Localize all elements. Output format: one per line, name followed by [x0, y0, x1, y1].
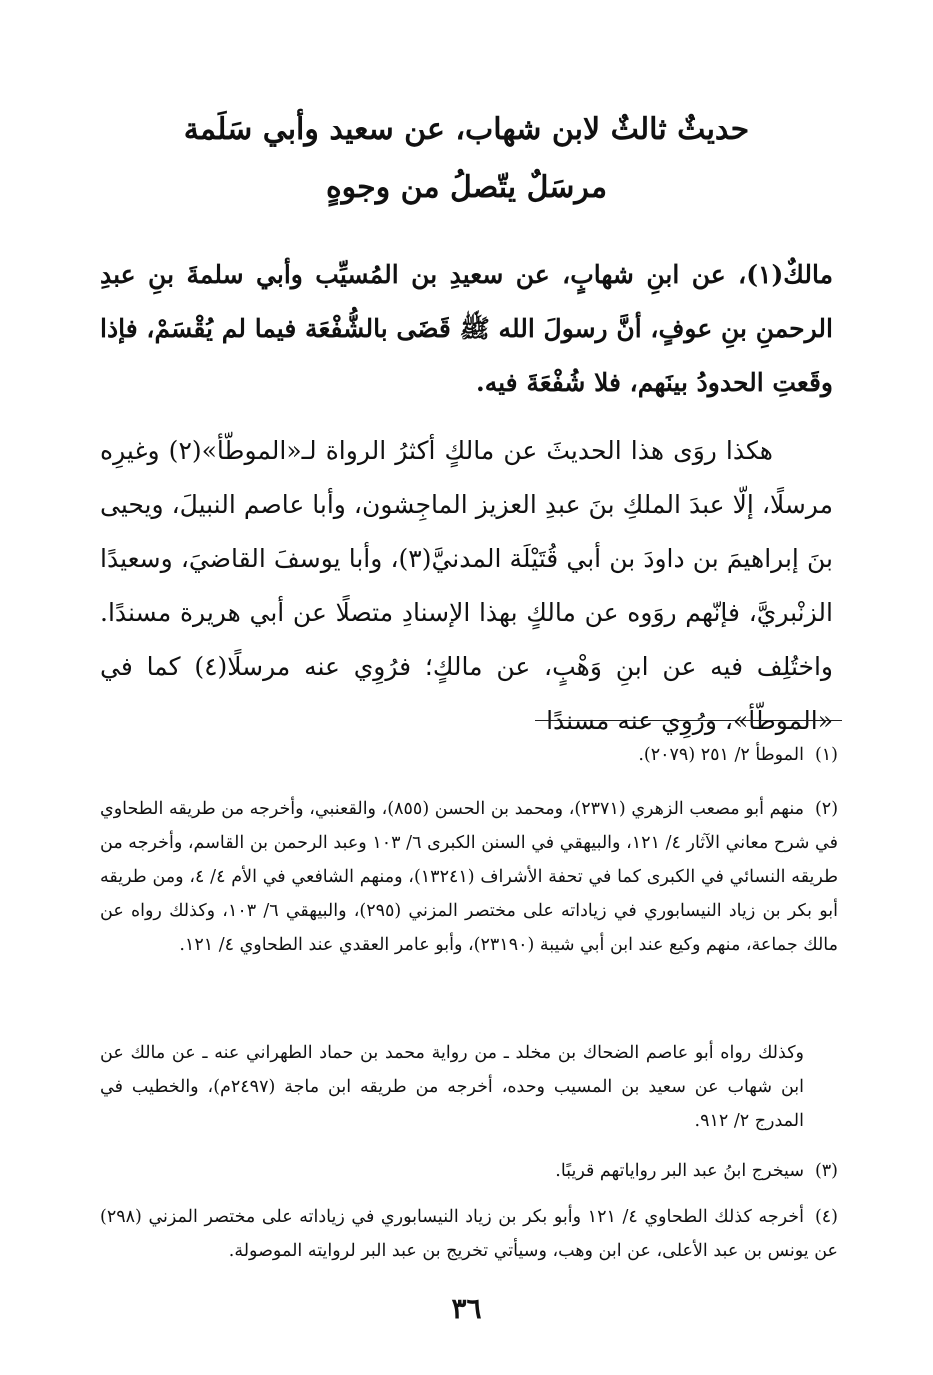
- page-number: ٣٦: [451, 1292, 482, 1325]
- footnote-1: [100, 738, 838, 772]
- footnote-text: سيخرج ابنُ عبد البر رواياتهم قريبًا.: [555, 1161, 804, 1181]
- footnote-2-continuation: وكذلك رواه أبو عاصم الضحاك بن مخلد ـ من رواية محمد بن حماد الطهراني عنه ـ عن مالك عن ابن شهاب عن سعيد بن المسيب وحده، أخرجه من طريقه ابن ماجة (٢٤٩٧م)، والخطيب في المدرج ٢/ ٩١٢.: [100, 1043, 804, 1131]
- hadith-text: مالكٌ(١)، عن ابنِ شهابٍ، عن سعيدِ بن المُسيِّب وأبي سلمةَ بنِ عبدِ الرحمنِ بنِ عوفٍ، أنَّ رسولَ الله ﷺ قَضَى بالشُّفْعَة فيما لم يُقْسَمْ، فإذا وقَعتِ الحدودُ بينَهم، فلا شُفْعَةَ فيه.: [100, 260, 833, 397]
- chapter-subtitle: مرسَلٌ يتّصلُ من وجوهٍ: [325, 170, 608, 205]
- footnote-marker: (٣): [814, 1161, 838, 1181]
- footnote-marker: (٢): [814, 799, 839, 819]
- footnote-2: [100, 792, 838, 962]
- commentary-paragraph: هكذا روَى هذا الحديثَ عن مالكٍ أكثرُ الرواة لـ«الموطّأ»(٢) وغيرِه مرسلًا، إلّا عبدَ الملكِ بنَ عبدِ العزيز الماجِشون، وأبا عاصم النبيلَ، ويحيى بنَ إبراهيمَ بن داودَ بن أبي قُتَيْلَة المدنيَّ(٣)، وأبا يوسفَ القاضيَ، وسعيدًا الزنْبريَّ، فإنّهم روَوه عن مالكٍ بهذا الإسنادِ متصلًا عن أبي هريرة مسندًا. واختُلِف فيه عن ابنِ وَهْبٍ، عن مالكٍ؛ فرُوِي عنه مرسلًا(٤) كما في «الموطّأ»، ورُوِي عنه مسندًا: [100, 436, 833, 735]
- footnote-marker: (٤): [814, 1207, 838, 1227]
- footnote-text: منهم أبو مصعب الزهري (٢٣٧١)، ومحمد بن الحسن (٨٥٥)، والقعنبي، وأخرجه من طريقه الطحاوي في شرح معاني الآثار ٤/ ١٢١، والبيهقي في السنن الكبرى ٦/ ١٠٣ وعبد الرحمن بن القاسم، وأخرجه من طريقه النسائي في الكبرى كما في تحفة الأشراف (١٣٢٤١)، ومنهم الشافعي في الأم ٤/ ٤، ومن طريقه أبو بكر بن زياد النيسابوري في زياداته على مختصر المزني (٢٩٥)، والبيهقي ٦/ ١٠٣، وكذلك رواه عن مالك جماعة، منهم وكيع عند ابن أبي شيبة (٢٣١٩٠)، وأبو عامر العقدي عند الطحاوي ٤/ ١٢١.: [100, 799, 839, 955]
- chapter-title: حديثٌ ثالثٌ لابن شهاب، عن سعيد وأبي سَلَمة: [183, 112, 750, 147]
- footnote-4: [100, 1200, 838, 1268]
- footnote-3: [100, 1154, 838, 1188]
- footnote-marker: (١): [814, 745, 838, 765]
- footnote-text: أخرجه كذلك الطحاوي ٤/ ١٢١ وأبو بكر بن زياد النيسابوري في زياداته على مختصر المزني (٢٩٨) عن يونس بن عبد الأعلى، عن ابن وهب، وسيأتي تخريج بن عبد البر لروايته الموصولة.: [100, 1207, 838, 1261]
- footnote-text: الموطأ ٢/ ٢٥١ (٢٠٧٩).: [638, 745, 804, 765]
- footnote-separator: [535, 720, 842, 721]
